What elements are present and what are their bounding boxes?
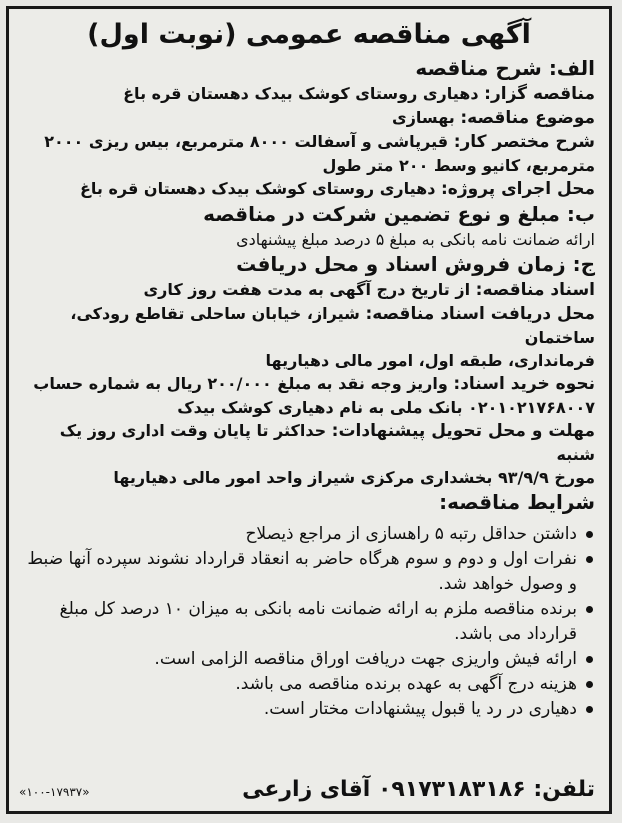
place-continue: فرمانداری، طبقه اول، امور مالی دهیاریها [265,351,595,370]
section-c-heading: ج: زمان فروش اسناد و محل دریافت [236,252,595,276]
subject-value: بهسازی [392,108,455,127]
condition-text: ارائه فیش واریزی جهت دریافت اوراق مناقصه الزامی است. [154,649,577,669]
condition-text: برنده مناقصه ملزم به ارائه ضمانت نامه بانکی به میزان ۱۰ درصد کل مبلغ قرارداد می باشد. [59,599,577,644]
bullet-icon [586,681,593,688]
notice-title: آگهی مناقصه عمومی (نوبت اول) [87,19,531,50]
place-value: شیراز، خیابان ساحلی تقاطع رودکی، ساختمان [70,304,595,347]
section-b-heading: ب: مبلغ و نوع تضمین شرکت در مناقصه [203,202,595,226]
work-summary-label: شرح مختصر کار: [453,132,595,152]
docs-value: از تاریخ درج آگهی به مدت هفت روز کاری [143,280,471,299]
location-value: دهیاری روستای کوشک بیدک دهستان قره باغ [79,179,436,198]
condition-text: نفرات اول و دوم و سوم هرگاه حاضر به انعقاد قرارداد نشوند سپرده آنها ضبط و وصول خواهد شد. [27,549,577,594]
purchase-row [23,372,595,396]
list-item [23,672,595,697]
location-row [23,177,595,201]
deadline-row [23,419,595,466]
tenderer-label: مناقصه گزار: [484,84,595,104]
conditions-heading: شرایط مناقصه: [439,490,595,514]
bullet-icon [586,656,593,663]
purchase-label: نحوه خرید اسناد: [453,374,595,394]
work-summary-value: قیرپاشی و آسفالت ۸۰۰۰ مترمربع، بیس ریزی ۲۰۰۰ [44,132,449,151]
section-a-heading: الف: شرح مناقصه [415,56,595,80]
bullet-icon [586,606,593,613]
footer [19,775,595,809]
deadline-value: حداکثر تا پایان وقت اداری روز یک شنبه [59,421,595,464]
condition-text: هزینه درج آگهی به عهده برنده مناقصه می باشد. [235,674,577,694]
bullet-icon [586,556,593,563]
location-label: محل اجرای پروژه: [441,179,595,199]
docs-row [23,278,595,302]
list-item [23,547,595,597]
docs-label: اسناد مناقصه: [475,280,595,300]
subject-row [23,106,595,130]
tenderer-value: دهیاری روستای کوشک بیدک دهستان قره باغ [123,84,479,103]
deadline-label: مهلت و محل تحویل پیشنهادات: [331,421,595,441]
list-item [23,647,595,672]
ad-code: «۱۰۰-۱۷۹۳۷» [19,785,90,799]
bullet-icon [586,706,593,713]
work-summary-row [23,130,595,154]
tenderer-row [23,82,595,106]
list-item [23,522,595,547]
list-item [23,597,595,647]
place-row [23,302,595,349]
subject-label: موضوع مناقصه: [460,108,595,128]
place-label: محل دریافت اسناد مناقصه: [365,304,595,324]
guarantee-text: ارائه ضمانت نامه بانکی به مبلغ ۵ درصد مبلغ پیشنهادی [236,230,595,249]
tender-notice [6,6,612,814]
bullet-icon [586,531,593,538]
purchase-continue: ۰۲۰۱۰۲۱۷۶۸۰۰۷ بانک ملی به نام دهیاری کوشک بیدک [177,398,595,417]
condition-text: داشتن حداقل رتبه ۵ راهسازی از مراجع ذیصلاح [245,524,577,544]
work-summary-continue: مترمربع، کانیو وسط ۲۰۰ متر طول [322,156,595,175]
purchase-value: واریز وجه نقد به مبلغ ۲۰۰/۰۰۰ ریال به شماره حساب [33,374,448,393]
deadline-continue: مورخ ۹۳/۹/۹ بخشداری مرکزی شیراز واحد امور مالی دهیاریها [113,468,595,487]
list-item [23,697,595,722]
conditions-list [23,522,595,722]
condition-text: دهیاری در رد یا قبول پیشنهادات مختار است. [263,699,577,719]
contact-phone: تلفن: ۰۹۱۷۳۱۸۳۱۸۶ آقای زارعی [242,777,595,802]
